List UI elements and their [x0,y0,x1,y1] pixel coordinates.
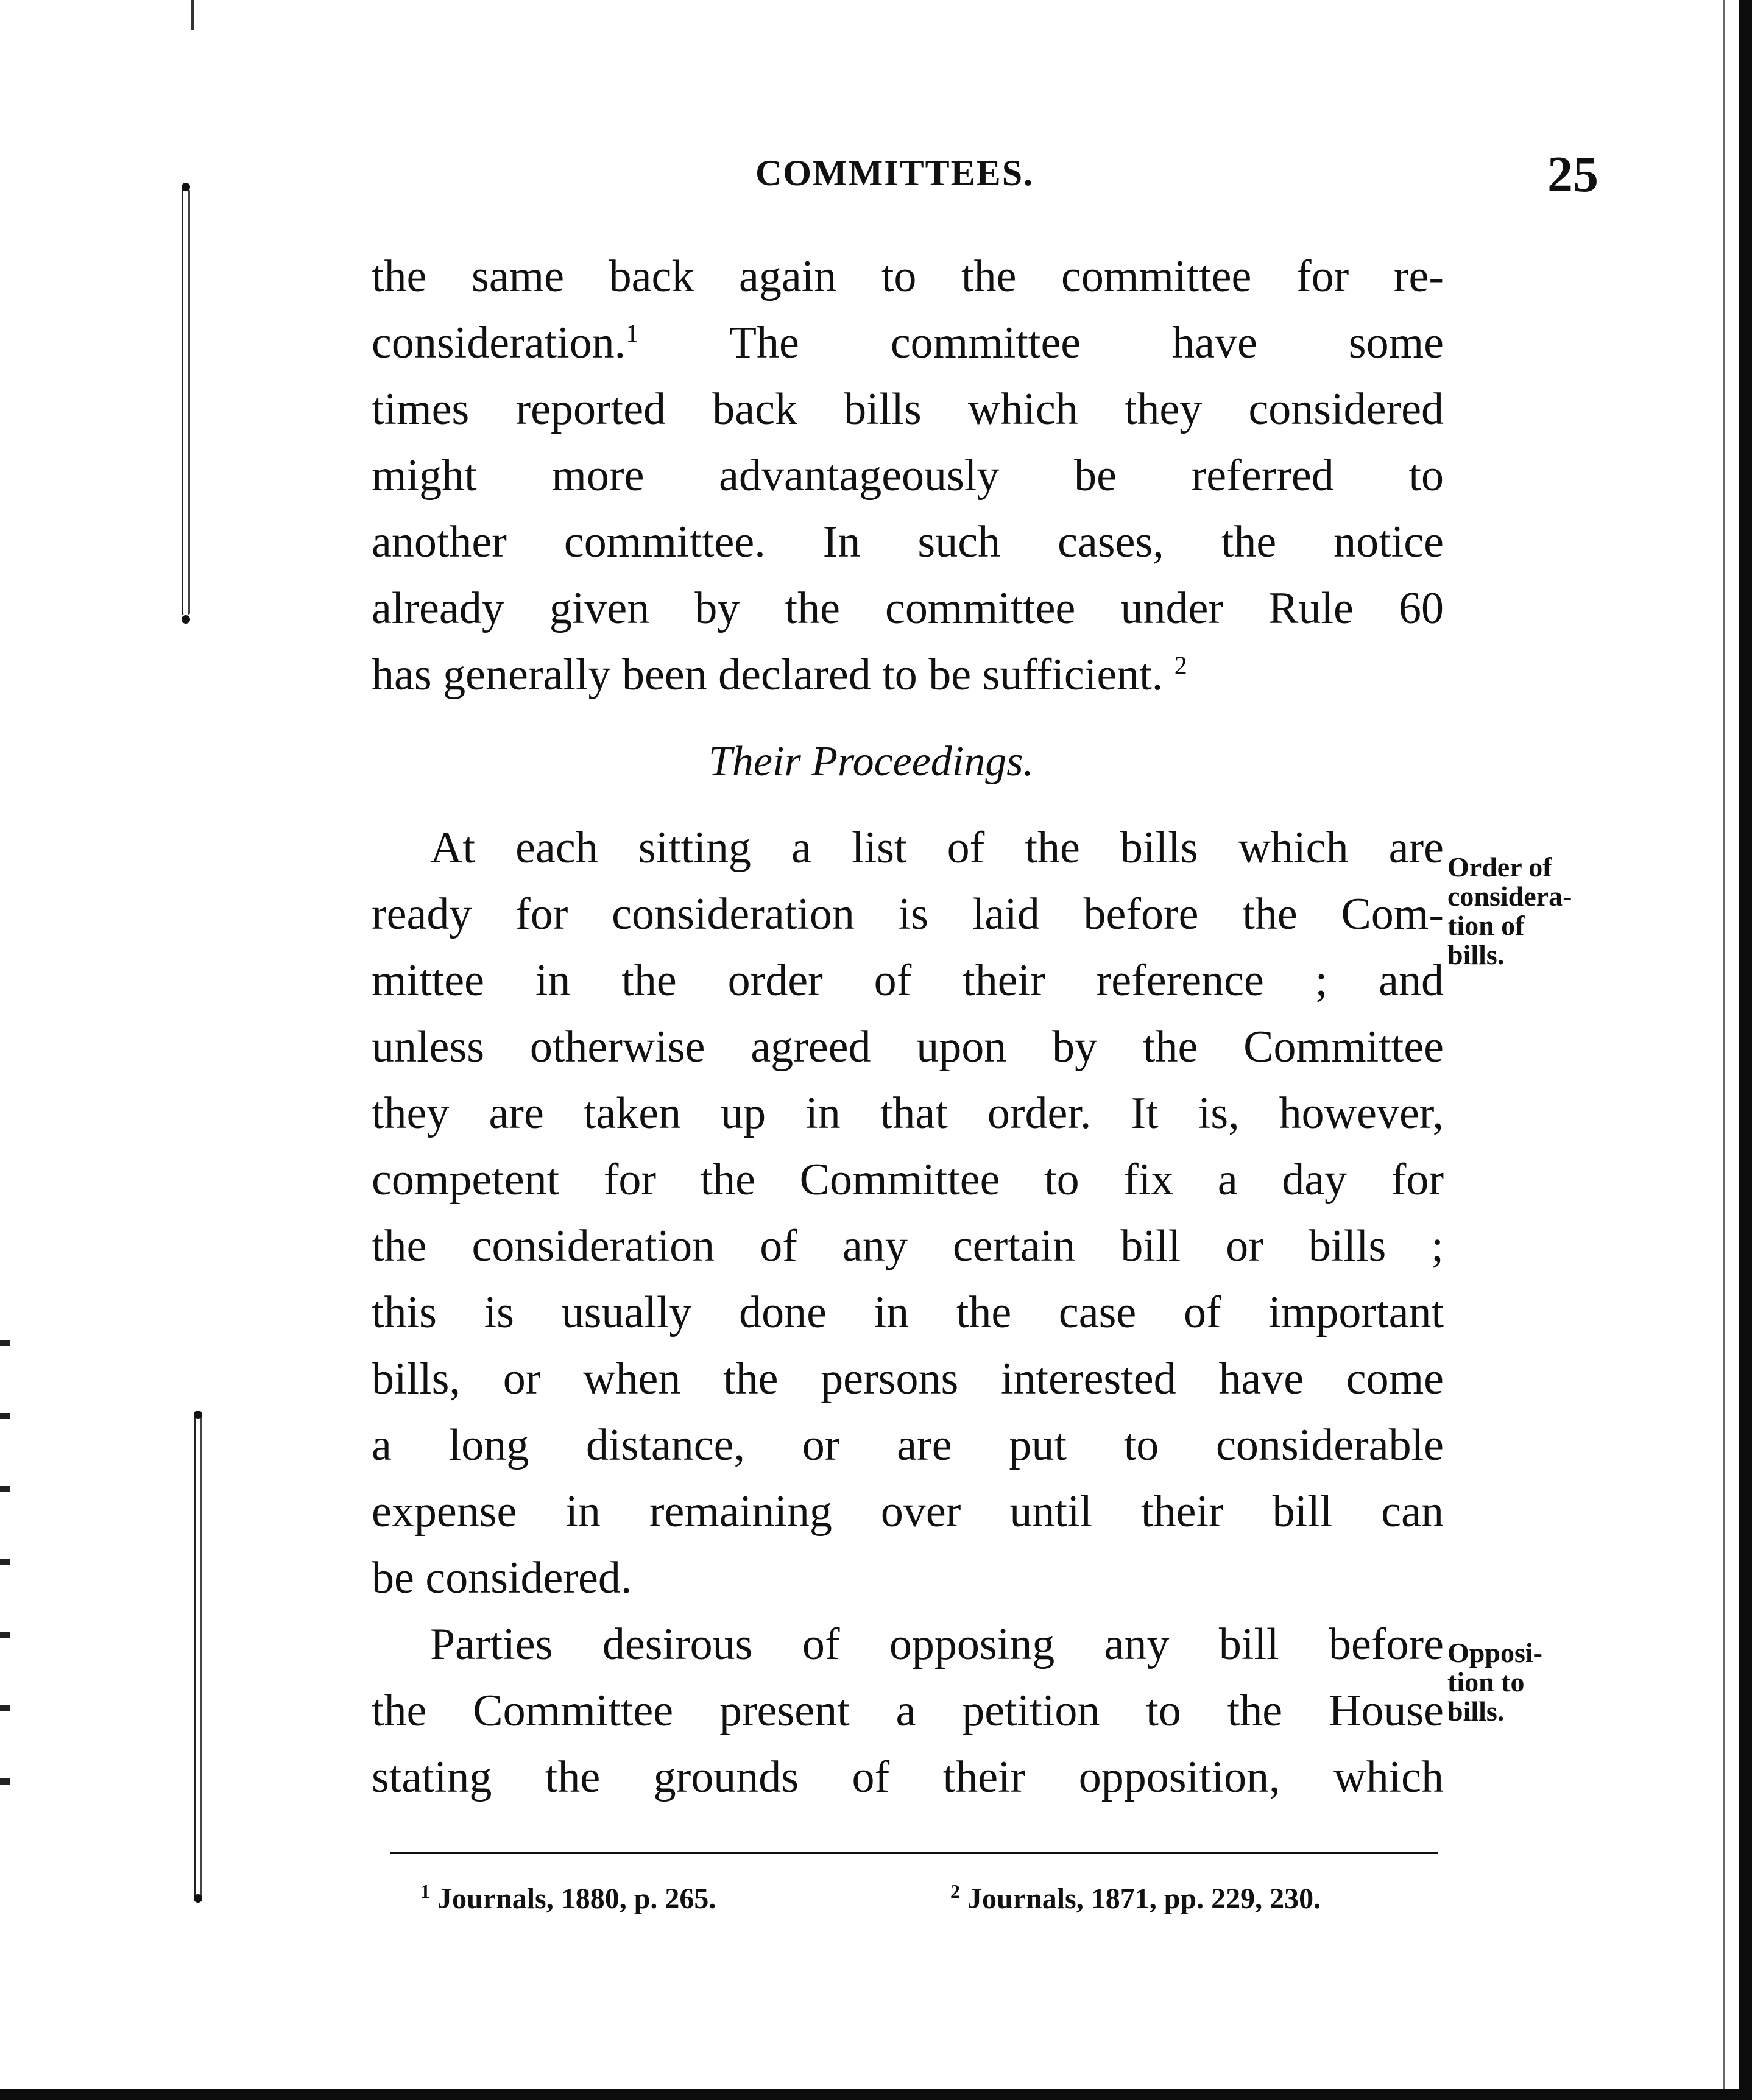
text-line: they are taken up in that order. It is, however, [372,1088,1444,1138]
binding-mark [182,615,190,624]
running-head: COMMITTEES. [755,153,1034,193]
sidenote-line: Order of [1447,851,1552,883]
text-line: the consideration of any certain bill or bills ; [372,1221,1444,1271]
footnote-marker: 2 [1174,652,1187,680]
sidenote-line: bills. [1447,1696,1505,1727]
sidenote-opposition-to-bills [1447,1638,1542,1726]
main-text [372,244,1444,1811]
footnote-text: Journals, 1871, pp. 229, 230. [967,1883,1321,1915]
text-line: a long distance, or are put to considerable [372,1420,1444,1470]
binding-mark [182,189,190,615]
binding-mark [194,1413,202,1900]
section-heading: Their Proceedings. [708,738,1034,785]
sidenote-line: tion of [1447,910,1525,941]
sidenote-line: Opposi- [1447,1637,1542,1668]
text-line: this is usually done in the case of important [372,1288,1444,1337]
text-fragment: has generally been declared to be sufficient. [372,650,1164,700]
scan-edge [1723,0,1725,2095]
text-line [372,642,1444,708]
text-line: already given by the committee under Rule 60 [372,583,1444,633]
text-line: might more advantageously be referred to [372,451,1444,501]
binding-mark [194,1894,202,1903]
footnote-rule [390,1852,1438,1854]
scan-border [1739,0,1752,2100]
text-line: times reported back bills which they considered [372,384,1444,434]
footnote-number: 2 [950,1880,960,1902]
text-line [372,310,1444,376]
text-line: competent for the Committee to fix a day for [372,1155,1444,1205]
footnote-1 [420,1882,716,1915]
scan-mark [191,0,194,30]
text-line: ready for consideration is laid before the Com- [372,889,1444,939]
page-number: 25 [1547,146,1598,203]
text-line: mittee in the order of their reference ; and [372,956,1444,1006]
binding-mark [194,1411,202,1419]
text-line: At each sitting a list of the bills which are [430,823,1444,873]
binding-mark [182,183,190,191]
text-line: bills, or when the persons interested have come [372,1354,1444,1404]
text-line: expense in remaining over until their bill can [372,1487,1444,1537]
text-line: stating the grounds of their opposition, which [372,1752,1444,1802]
footnote-number: 1 [420,1880,430,1902]
text-line: unless otherwise agreed upon by the Committee [372,1022,1444,1072]
text-line: the Committee present a petition to the House [372,1686,1444,1736]
text-line: be considered. [372,1553,632,1603]
text-line: the same back again to the committee for re- [372,252,1444,301]
text-line: Parties desirous of opposing any bill before [430,1619,1444,1669]
footnote-2 [950,1882,1321,1915]
text-line: another committee. In such cases, the notice [372,517,1444,567]
sidenote-line: considera- [1447,881,1572,912]
footnote-text: Journals, 1880, p. 265. [437,1883,716,1915]
scan-edge-marks [0,1340,10,1827]
sidenote-line: tion to [1447,1666,1525,1697]
scan-border [0,2089,1752,2100]
text-fragment: The committee have some [638,318,1444,368]
sidenote-order-of-consideration [1447,853,1572,970]
footnote-marker: 1 [626,320,639,348]
text-fragment: consideration. [372,318,626,368]
sidenote-line: bills. [1447,939,1505,970]
